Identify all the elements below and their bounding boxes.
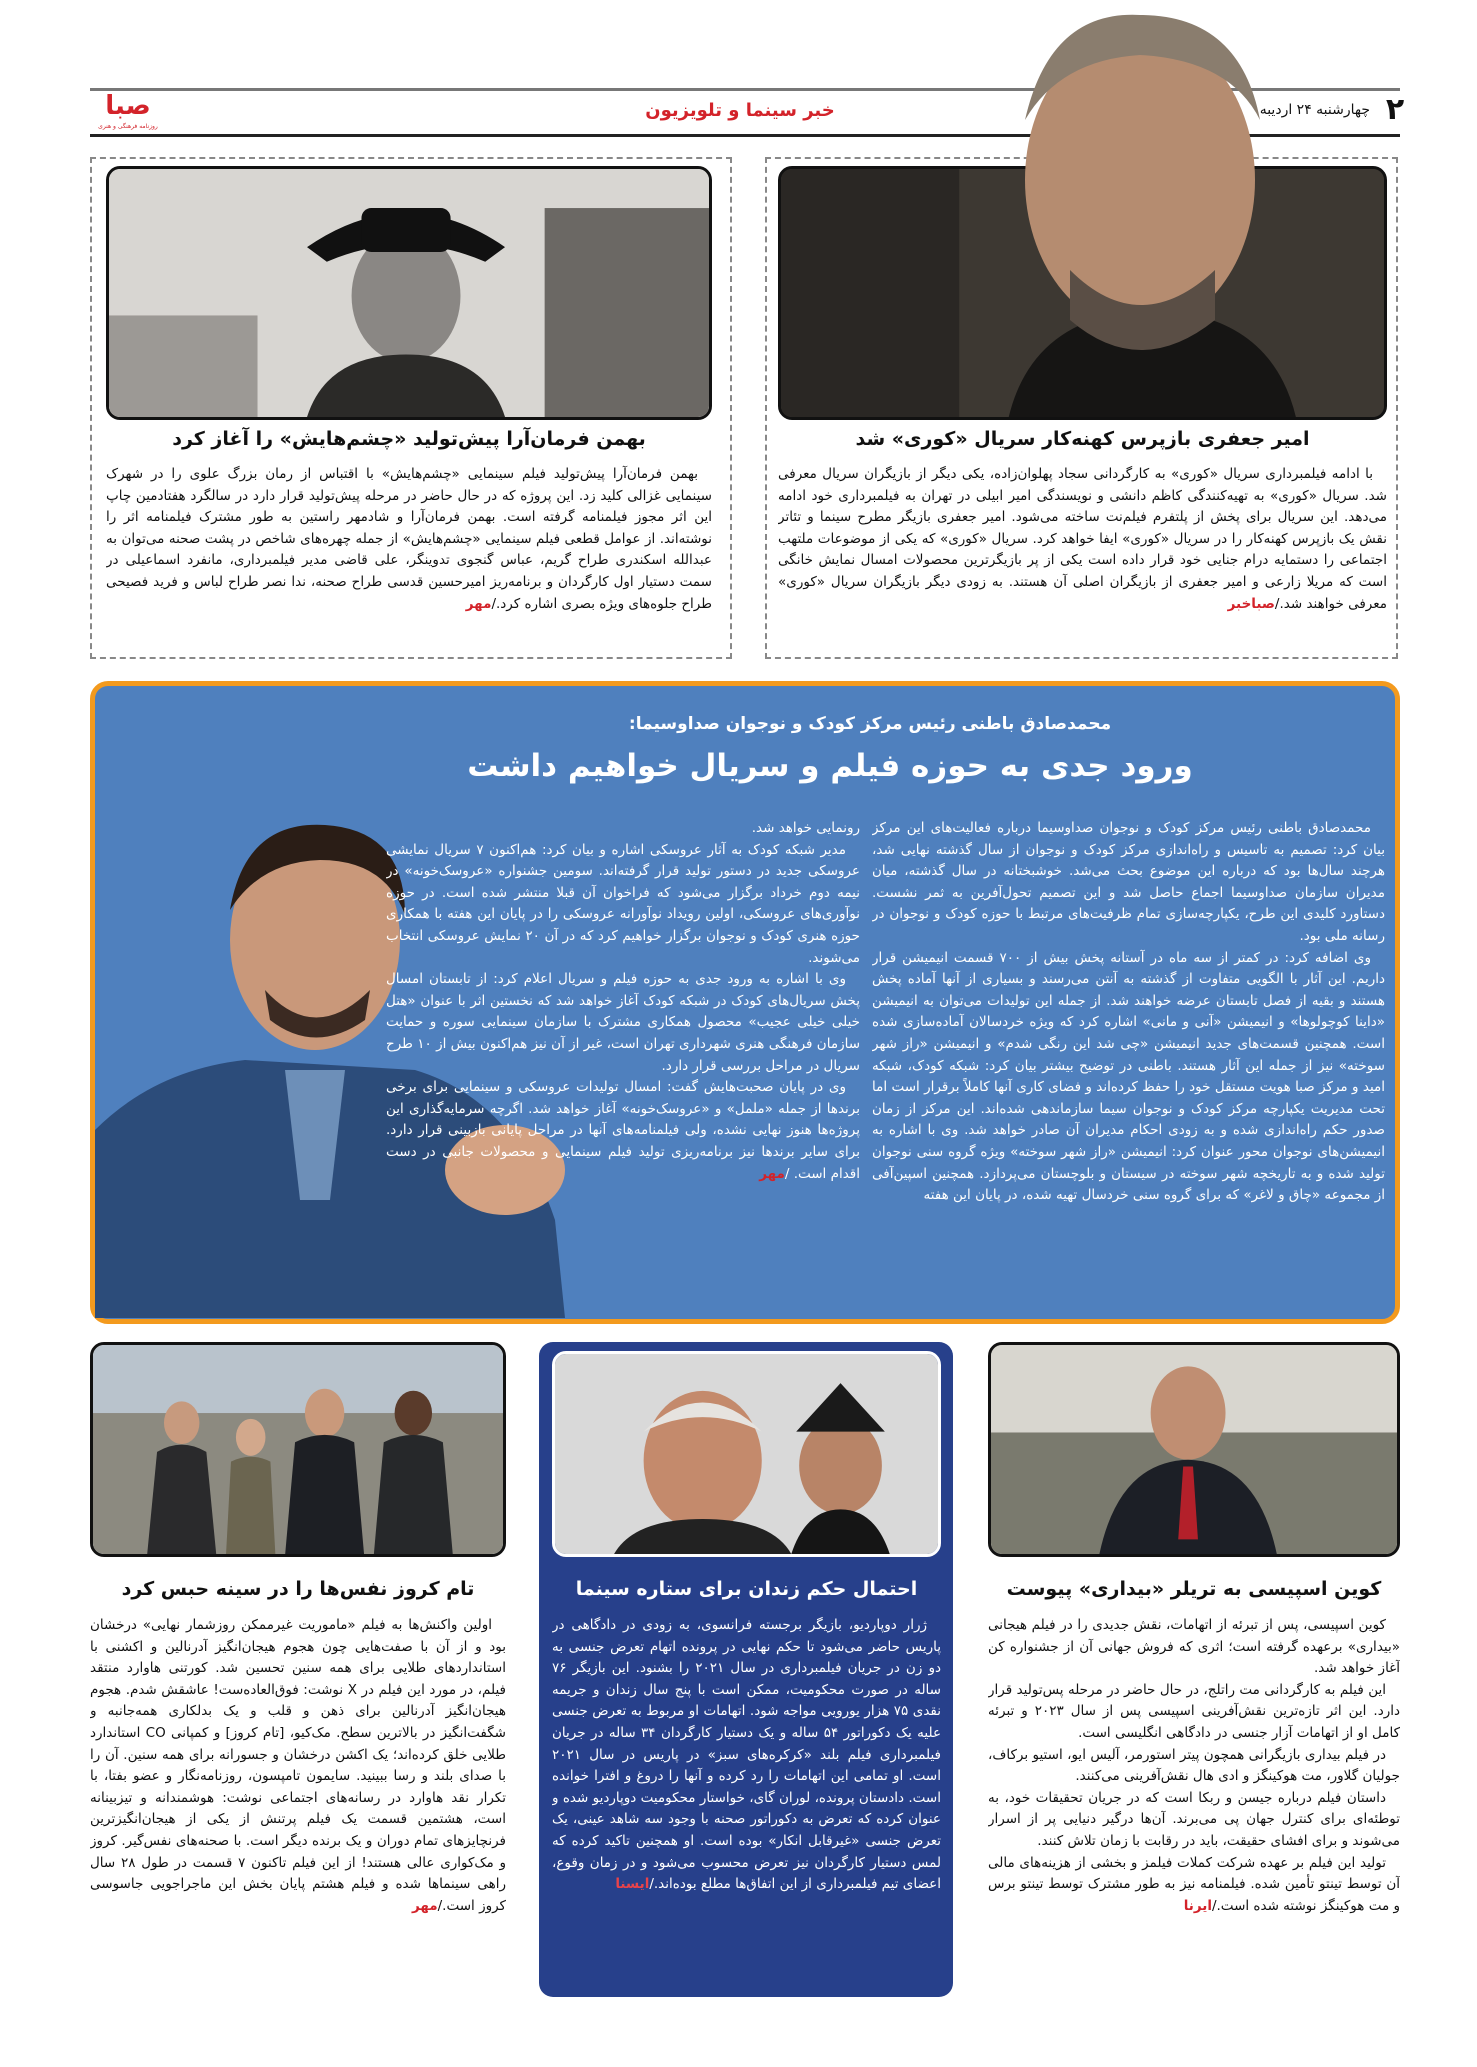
- photo-bahman-farmanara: [106, 166, 712, 420]
- feature-headline: ورود جدی به حوزه فیلم و سریال خواهیم داشت: [467, 748, 1193, 784]
- headline-depardieu: احتمال حکم زندان برای ستاره سینما: [575, 1578, 918, 1600]
- headline-farmanara: بهمن فرمان‌آرا پیش‌تولید «چشم‌هایش» را آغاز کرد: [172, 428, 646, 450]
- portrait-amir-jafari-head: [990, 0, 1290, 420]
- logo-text: صبا: [105, 91, 151, 121]
- page-number: ۲: [1385, 92, 1405, 127]
- article-body-amir-jafari: [778, 464, 1387, 654]
- issue-date: چهارشنبه ۲۴ اردیبه: [1259, 102, 1370, 118]
- feature-paragraph: وی اضافه کرد: در کمتر از سه ماه در آستانه پخش بیش از ۷۰۰ قسمت انیمیشن قرار داریم. این آثار با الگویی متفاوت از گذشته به آنتن می‌رسند و بسیاری از آنها آماده پخش هستند و بقیه از فصل تابستان عرضه خواهند شد. از جمله این تولیدات می‌توان به انیمیشن «داینا کوچولوها» و انیمیشن «آنی و مانی» اشاره کرد که ویژه خردسالان آماده‌سازی شده است. همچنین قسمت‌های جدید انیمیشن «چی شد این رنگی شدم» و انیمیشن «راز شهر سوخته» نیز از جمله این آثار هستند. باطنی در توضیح بیشتر بیان کرد: شبکه کودک، شبکه امید و مرکز صبا هویت مستقل خود را حفظ کرده‌اند و فضای کاری آنها کاملاً برقرار است اما تحت مدیریت یکپارچه مرکز کودک و نوجوان سیما سازماندهی شده‌اند. این مرکز از زمان صدور حکم راه‌اندازی شده و به زودی احکام مدیران آن صادر خواهد شد. وی با اشاره به انیمیشن‌های نوجوان محور عنوان کرد: انیمیشن «راز شهر سوخته» ویژه گروه سنی نوجوان تولید شده و به تاریخچه شهر سوخته در سیستان و بلوچستان می‌پردازد. همچنین اسپین‌آفی از مجموعه «چاق و لاغر» که برای گروه سنی خردسال تهیه شده، در پایان این هفته: [872, 949, 1385, 1204]
- feature-paragraph: وی در پایان صحبت‌هایش گفت: امسال تولیدات عروسکی و سینمایی برای برخی برندها از جمله «ململ» و «عروسک‌خونه» آغاز خواهد شد. اگرچه سرمایه‌گذاری این پروژه‌ها هنوز نهایی نشده، ولی فیلمنامه‌های آنها در مراحل پایانی بازبینی قرار دارد. برای سایر برندها نیز برنامه‌ریزی تولید فیلم سینمایی و محصولات جانبی در دست اقدام است. /: [386, 1079, 860, 1182]
- logo[interactable]: [88, 92, 168, 120]
- article-body-depardieu: [552, 1615, 941, 1987]
- article-body-farmanara: [106, 464, 712, 654]
- body-text: با ادامه فیلمبرداری سریال «کوری» به کارگردانی سجاد پهلوان‌زاده، یکی دیگر از بازیگران سریال معرفی شد. سریال «کوری» به تهیه‌کنندگی کاظم دانشی و نویسندگی امیر ابیلی در تهران به فیلمبرداری خود ادامه می‌دهد. این سریال برای پخش از پلتفرم فیلم‌نت ساخته می‌شود. امیر جعفری بازیگر مطرح سینما و تئاتر نقش یک بازپرس کهنه‌کار را در سریال «کوری» ایفا خواهد کرد. سریال «کوری» که یکی از موضوعات ملتهب اجتماعی را دستمایه درام جنایی خود قرار داده است یکی از پر بازیگرترین محصولات امسال نمایش خانگی است که مریلا زارعی و امیر جعفری از بازیگران اصلی آن هستند. به زودی دیگر بازیگران سریال «کوری» معرفی خواهند شد./: [778, 466, 1387, 612]
- feature-paragraph: مدیر شبکه کودک به آثار عروسکی اشاره و بیان کرد: هم‌اکنون ۷ سریال نمایشی عروسکی جدید در دستور تولید قرار گرفته‌اند. سومین جشنواره «عروسک‌خونه» در نیمه دوم خرداد برگزار می‌شود که فراخوان آن قبلا منتشر شده است. در حوزه نوآوری‌های عروسکی، اولین رویداد نوآورانه عروسکی را در پایان این هفته با همکاری حوزه هنری کودک و نوجوان برگزار خواهیم کرد که در آن ۲۰ نمایش عروسکی انتخاب می‌شوند.: [386, 841, 860, 966]
- photo-kevin-spacey: [988, 1342, 1400, 1557]
- source-label[interactable]: ایرنا: [1183, 1897, 1212, 1914]
- feature-paragraph: محمدصادق باطنی رئیس مرکز کودک و نوجوان صداوسیما درباره فعالیت‌های این مرکز بیان کرد: تصمیم به تاسیس و راه‌اندازی مرکز کودک و نوجوان از سال گذشته نهایی شد، هرچند سال‌ها بود که درباره این موضوع بحث می‌شد. خوشبختانه در سال گذشته، میان مدیران سازمان صداوسیما اجماع حاصل شد و این تصمیم تحول‌آفرین به ثمر نشست. دستاورد کلیدی این طرح، یکپارچه‌سازی تمام ظرفیت‌های مرتبط با حوزه کودک و نوجوان در رسانه ملی بود.: [872, 820, 1385, 944]
- body-paragraph: داستان فیلم درباره جیسن و ربکا است که در جریان تحقیقات خود، به توطئه‌ای برای کنترل جهان پی می‌برند. آن‌ها درگیر دنیایی پر از اسرار می‌شوند و برای افشای حقیقت، باید در رقابت با زمان تلاش کنند.: [988, 1789, 1400, 1849]
- feature-column-right: [872, 818, 1385, 1302]
- logo-tagline: روزنامه فرهنگی و هنری: [98, 123, 158, 130]
- body-text: بهمن فرمان‌آرا پیش‌تولید فیلم سینمایی «چشم‌هایش» با اقتباس از رمان بزرگ علوی را در شهرک سینمایی غزالی کلید زد. این پروژه که در حال حاضر در مرحله پیش‌تولید قرار دارد در سالگرد هفتادمین چاپ این اثر مجوز فیلمنامه گرفته است. بهمن فرمان‌آرا و شادمهر راستین به طور مشترک فیلمنامه اثر را نوشته‌اند. از عوامل قطعی فیلم سینمایی «چشم‌هایش» از جمله چهره‌های شاخص در پشت صحنه می‌توان به عبدالله اسکندری طراح گریم، عباس گنجوی تدوینگر، علی قاضی مدیر فیلمبرداری، مانفرد اسماعیلی در سمت دستیار اول کارگردان و برنامه‌ریز امیرحسین قدسی طراح صحنه، ندا نصر طراح لباس و فرید فصیحی طراح جلوه‌های ویژه بصری اشاره کرد./: [106, 466, 712, 612]
- feature-paragraph: رونمایی خواهد شد.: [751, 820, 860, 836]
- body-paragraph: این فیلم به کارگردانی مت راتلج، در حال حاضر در مرحله پس‌تولید قرار دارد. این اثر تازه‌ترین نقش‌آفرینی اسپیسی پس از سال ۲۰۲۳ و تبرئه کامل او از اتهامات آزار جنسی در دادگاهی انگلیسی است.: [988, 1681, 1400, 1741]
- headline-tom-cruise: تام کروز نفس‌ها را در سینه حبس کرد: [121, 1578, 475, 1600]
- headline-amir-jafari: امیر جعفری بازپرس کهنه‌کار سریال «کوری» شد: [855, 428, 1310, 450]
- source-label[interactable]: صباخبر: [1227, 595, 1275, 612]
- body-text: اولین واکنش‌ها به فیلم «ماموریت غیرممکن روزشمار نهایی» درخشان بود و از آن با صفت‌هایی چون هجوم هیجان‌انگیز آدرنالین و اکشنی با استانداردهای طلایی برای همه سنین تحسین شد. کورتنی هاوارد منتقد فیلم، در مورد این فیلم در X نوشت: فوق‌العاده‌ست! عاشقش شدم. هجوم هیجان‌انگیز آدرنالین برای ذهن و قلب و یک بدلکاری همه‌جانبه و شگفت‌انگیز در بالاترین سطح. مک‌کیو، [تام کروز] و کمپانی CO استاندارد طلایی خلق کرده‌اند؛ یک اکشن درخشان و جسورانه برای همه سنین. آن را با صدای بلند و رسا ببینید. سایمون تامپسون، روزنامه‌نگار و عضو بفتا، با تکرار نقد هاوارد در رسانه‌های اجتماعی نوشت: هوشمندانه و تیزبینانه است، هشتمین قسمت یک فیلم پرتنش از یکی از هیجان‌انگیزترین فرنچایزهای تمام دوران و یک برنده دیگر است. با صحنه‌های نفس‌گیر. کروز و مک‌کواری عالی هستند! از این فیلم تاکنون ۷ قسمت در طول ۲۸ سال راهی سینماها شده و فیلم هشتم پایان بخش این ماجراجویی جاسوسی کروز است./: [90, 1617, 506, 1914]
- source-label[interactable]: مهر: [759, 1165, 785, 1182]
- source-label[interactable]: مهر: [411, 1897, 438, 1914]
- photo-mission-impossible-cast: [90, 1342, 506, 1557]
- feature-paragraph: وی با اشاره به ورود جدی به حوزه فیلم و سریال اعلام کرد: از تابستان امسال پخش سریال‌های کودک در شبکه کودک آغاز خواهد شد که نخستین اثر با عنوان «هتل خیلی خیلی عجیب» محصول همکاری مشترک با سازمان سینمایی سوره و حمایت سازمان فرهنگی هنری شهرداری تهران است، غیر از آن نیز هم‌اکنون بیش از ۱۰ طرح سریال در مراحل بررسی قرار دارد.: [386, 971, 860, 1074]
- source-label[interactable]: مهر: [465, 595, 492, 612]
- headline-kevin-spacey: کوین اسپیسی به تریلر «بیداری» پیوست: [1006, 1578, 1382, 1600]
- feature-column-middle: [386, 818, 860, 1302]
- source-label[interactable]: ایسنا: [615, 1876, 650, 1893]
- feature-kicker: محمدصادق باطنی رئیس مرکز کودک و نوجوان صداوسیما:: [628, 714, 1112, 734]
- article-body-kevin-spacey: [988, 1615, 1400, 2005]
- article-body-tom-cruise: [90, 1615, 506, 2005]
- body-paragraph: در فیلم بیداری بازیگرانی همچون پیتر استورمر، آلیس ایو، استیو برکاف، جولیان گلاور، مت هوکینگز و ادی هال نقش‌آفرینی می‌کنند.: [988, 1746, 1400, 1785]
- body-paragraph: کوین اسپیسی، پس از تبرئه از اتهامات، نقش جدیدی را در فیلم هیجانی «بیداری» برعهده گرفته است؛ اثری که فروش جهانی آن از جشنواره کن آغاز خواهد شد.: [988, 1617, 1400, 1677]
- body-paragraph: تولید این فیلم بر عهده شرکت کملات فیلمز و بخشی از هزینه‌های مالی آن توسط تینتو تأمین شده. فیلمنامه نیز به طور مشترک توسط تینتو برس و مت هوکینگز نوشته شده است./: [988, 1854, 1400, 1914]
- body-text: ژرار دوپاردیو، بازیگر برجسته فرانسوی، به زودی در دادگاهی در پاریس حاضر می‌شود تا حکم نهایی در پرونده اتهام تعرض جنسی به دو زن در جریان فیلمبرداری در سال ۲۰۲۱ را بشنود. این بازیگر ۷۶ ساله در صورت محکومیت، ممکن است با پنج سال زندان و جریمه نقدی ۷۵ هزار یورویی مواجه شود. اتهامات او مربوط به تعرض جنسی علیه یک دکوراتور ۵۴ ساله و یک دستیار کارگردان ۳۴ ساله در جریان فیلمبرداری فیلم بلند «کرکره‌های سبز» در پاریس در سال ۲۰۲۱ است. او تمامی این اتهامات را رد کرده و آنها را دروغ و افترا خوانده است. دادستان پرونده، لوران گای، خواستار محکومیت دوپاردیو شده و عنوان کرده که تعرض به دکوراتور صحنه با وجود سه شاهد عینی، یک تعرض جنسی «غیرقابل انکار» بوده است. او همچنین تاکید کرده که لمس دستیار کارگردان نیز تعرض محسوب می‌شود و در زمان وقوع، اعضای تیم فیلمبرداری از این اتفاق‌ها مطلع بوده‌اند./: [552, 1617, 941, 1893]
- section-title: خبر سینما و تلویزیون: [645, 100, 835, 121]
- photo-gerard-depardieu: [552, 1351, 941, 1557]
